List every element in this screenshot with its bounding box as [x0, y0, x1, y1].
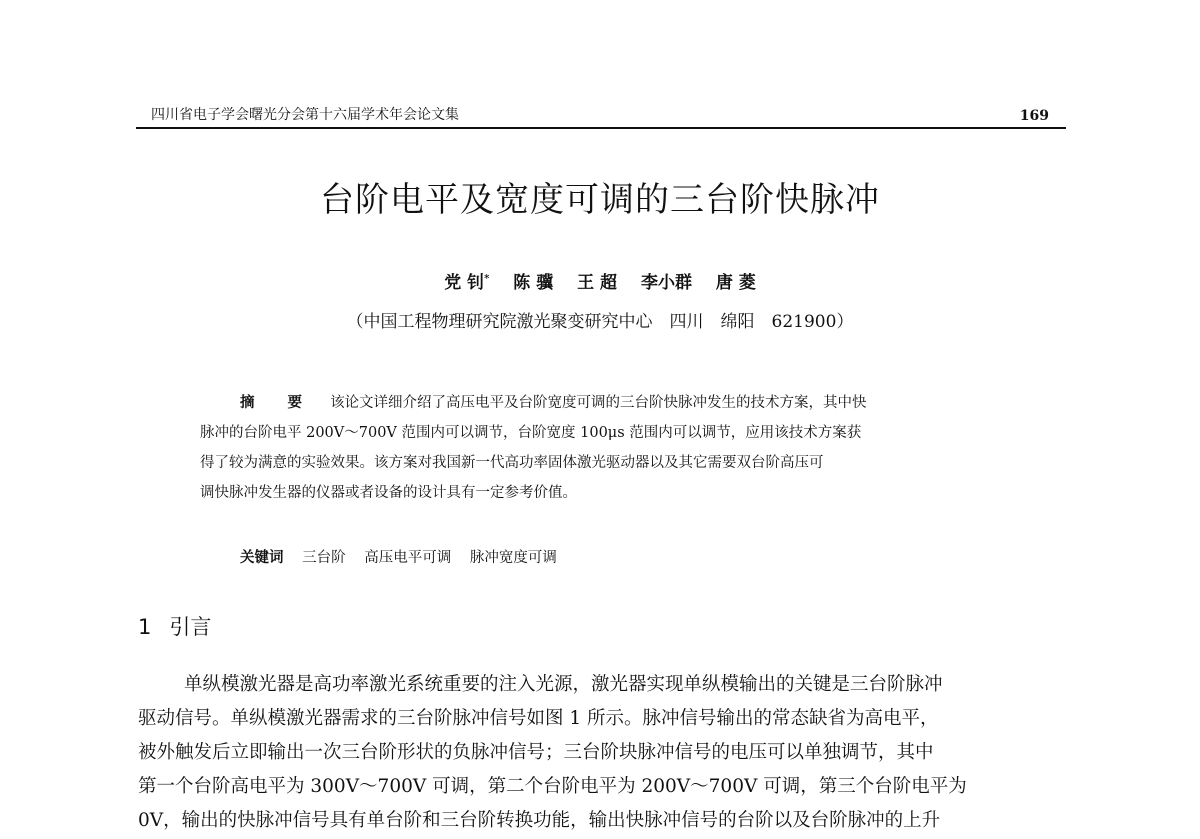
- abstract-line: 摘 要 该论文详细介绍了高压电平及台阶宽度可调的三台阶快脉冲发生的技术方案，其中快: [240, 394, 867, 411]
- section-heading: [138, 611, 211, 641]
- body-line: 单纵模激光器是高功率激光系统重要的注入光源，激光器实现单纵模输出的关键是三台阶脉冲: [184, 674, 943, 695]
- affiliation: （中国工程物理研究院激光聚变研究中心 四川 绵阳 621900）: [346, 312, 854, 332]
- section-title: 引言: [169, 615, 212, 639]
- keywords: [240, 546, 571, 567]
- author-name: 唐 菱: [715, 273, 756, 293]
- keyword: 三台阶: [302, 550, 346, 566]
- keyword: 脉冲宽度可调: [469, 550, 557, 566]
- author-name: 李小群: [640, 273, 692, 293]
- abstract-line: 调快脉冲发生器的仪器或者设备的设计具有一定参考价值。: [200, 485, 577, 501]
- body-line: 驱动信号。单纵模激光器需求的三台阶脉冲信号如图 1 所示。脉冲信号输出的常态缺省为高电平，: [138, 708, 939, 729]
- body-line: 0V，输出的快脉冲信号具有单台阶和三台阶转换功能，输出快脉冲信号的台阶以及台阶脉冲的上升: [138, 810, 941, 831]
- header-rule: [136, 127, 1066, 129]
- author-name: 陈 骥: [513, 273, 554, 293]
- abstract-line: 得了较为满意的实验效果。该方案对我国新一代高功率固体激光驱动器以及其它需要双台阶高压可: [200, 455, 824, 471]
- corresponding-author-mark: *: [484, 273, 490, 285]
- author-name: 王 超: [577, 273, 618, 293]
- running-head: [143, 104, 1053, 126]
- journal-title: 四川省电子学会曙光分会第十六届学术年会论文集: [151, 107, 459, 123]
- abstract-line: 脉冲的台阶电平 200V～700V 范围内可以调节，台阶宽度 100μs 范围内可以调节，应用该技术方案获: [200, 425, 862, 441]
- abstract-label: 摘 要: [240, 394, 317, 411]
- section-number: 1: [138, 615, 152, 639]
- author-list: [0, 268, 1200, 293]
- keywords-label: 关键词: [240, 549, 284, 566]
- keyword: 高压电平可调: [364, 550, 452, 566]
- page-number: 169: [1019, 108, 1049, 124]
- body-line: 被外触发后立即输出一次三台阶形状的负脉冲信号；三台阶块脉冲信号的电压可以单独调节，其中: [138, 742, 934, 763]
- body-text: [138, 668, 1068, 838]
- paper-title: 台阶电平及宽度可调的三台阶快脉冲: [320, 180, 880, 220]
- author-name: 党 钊*: [444, 273, 490, 293]
- body-line: 第一个台阶高电平为 300V～700V 可调，第二个台阶电平为 200V～700V 可调，第三个台阶电平为: [138, 776, 967, 797]
- abstract: [200, 388, 1020, 508]
